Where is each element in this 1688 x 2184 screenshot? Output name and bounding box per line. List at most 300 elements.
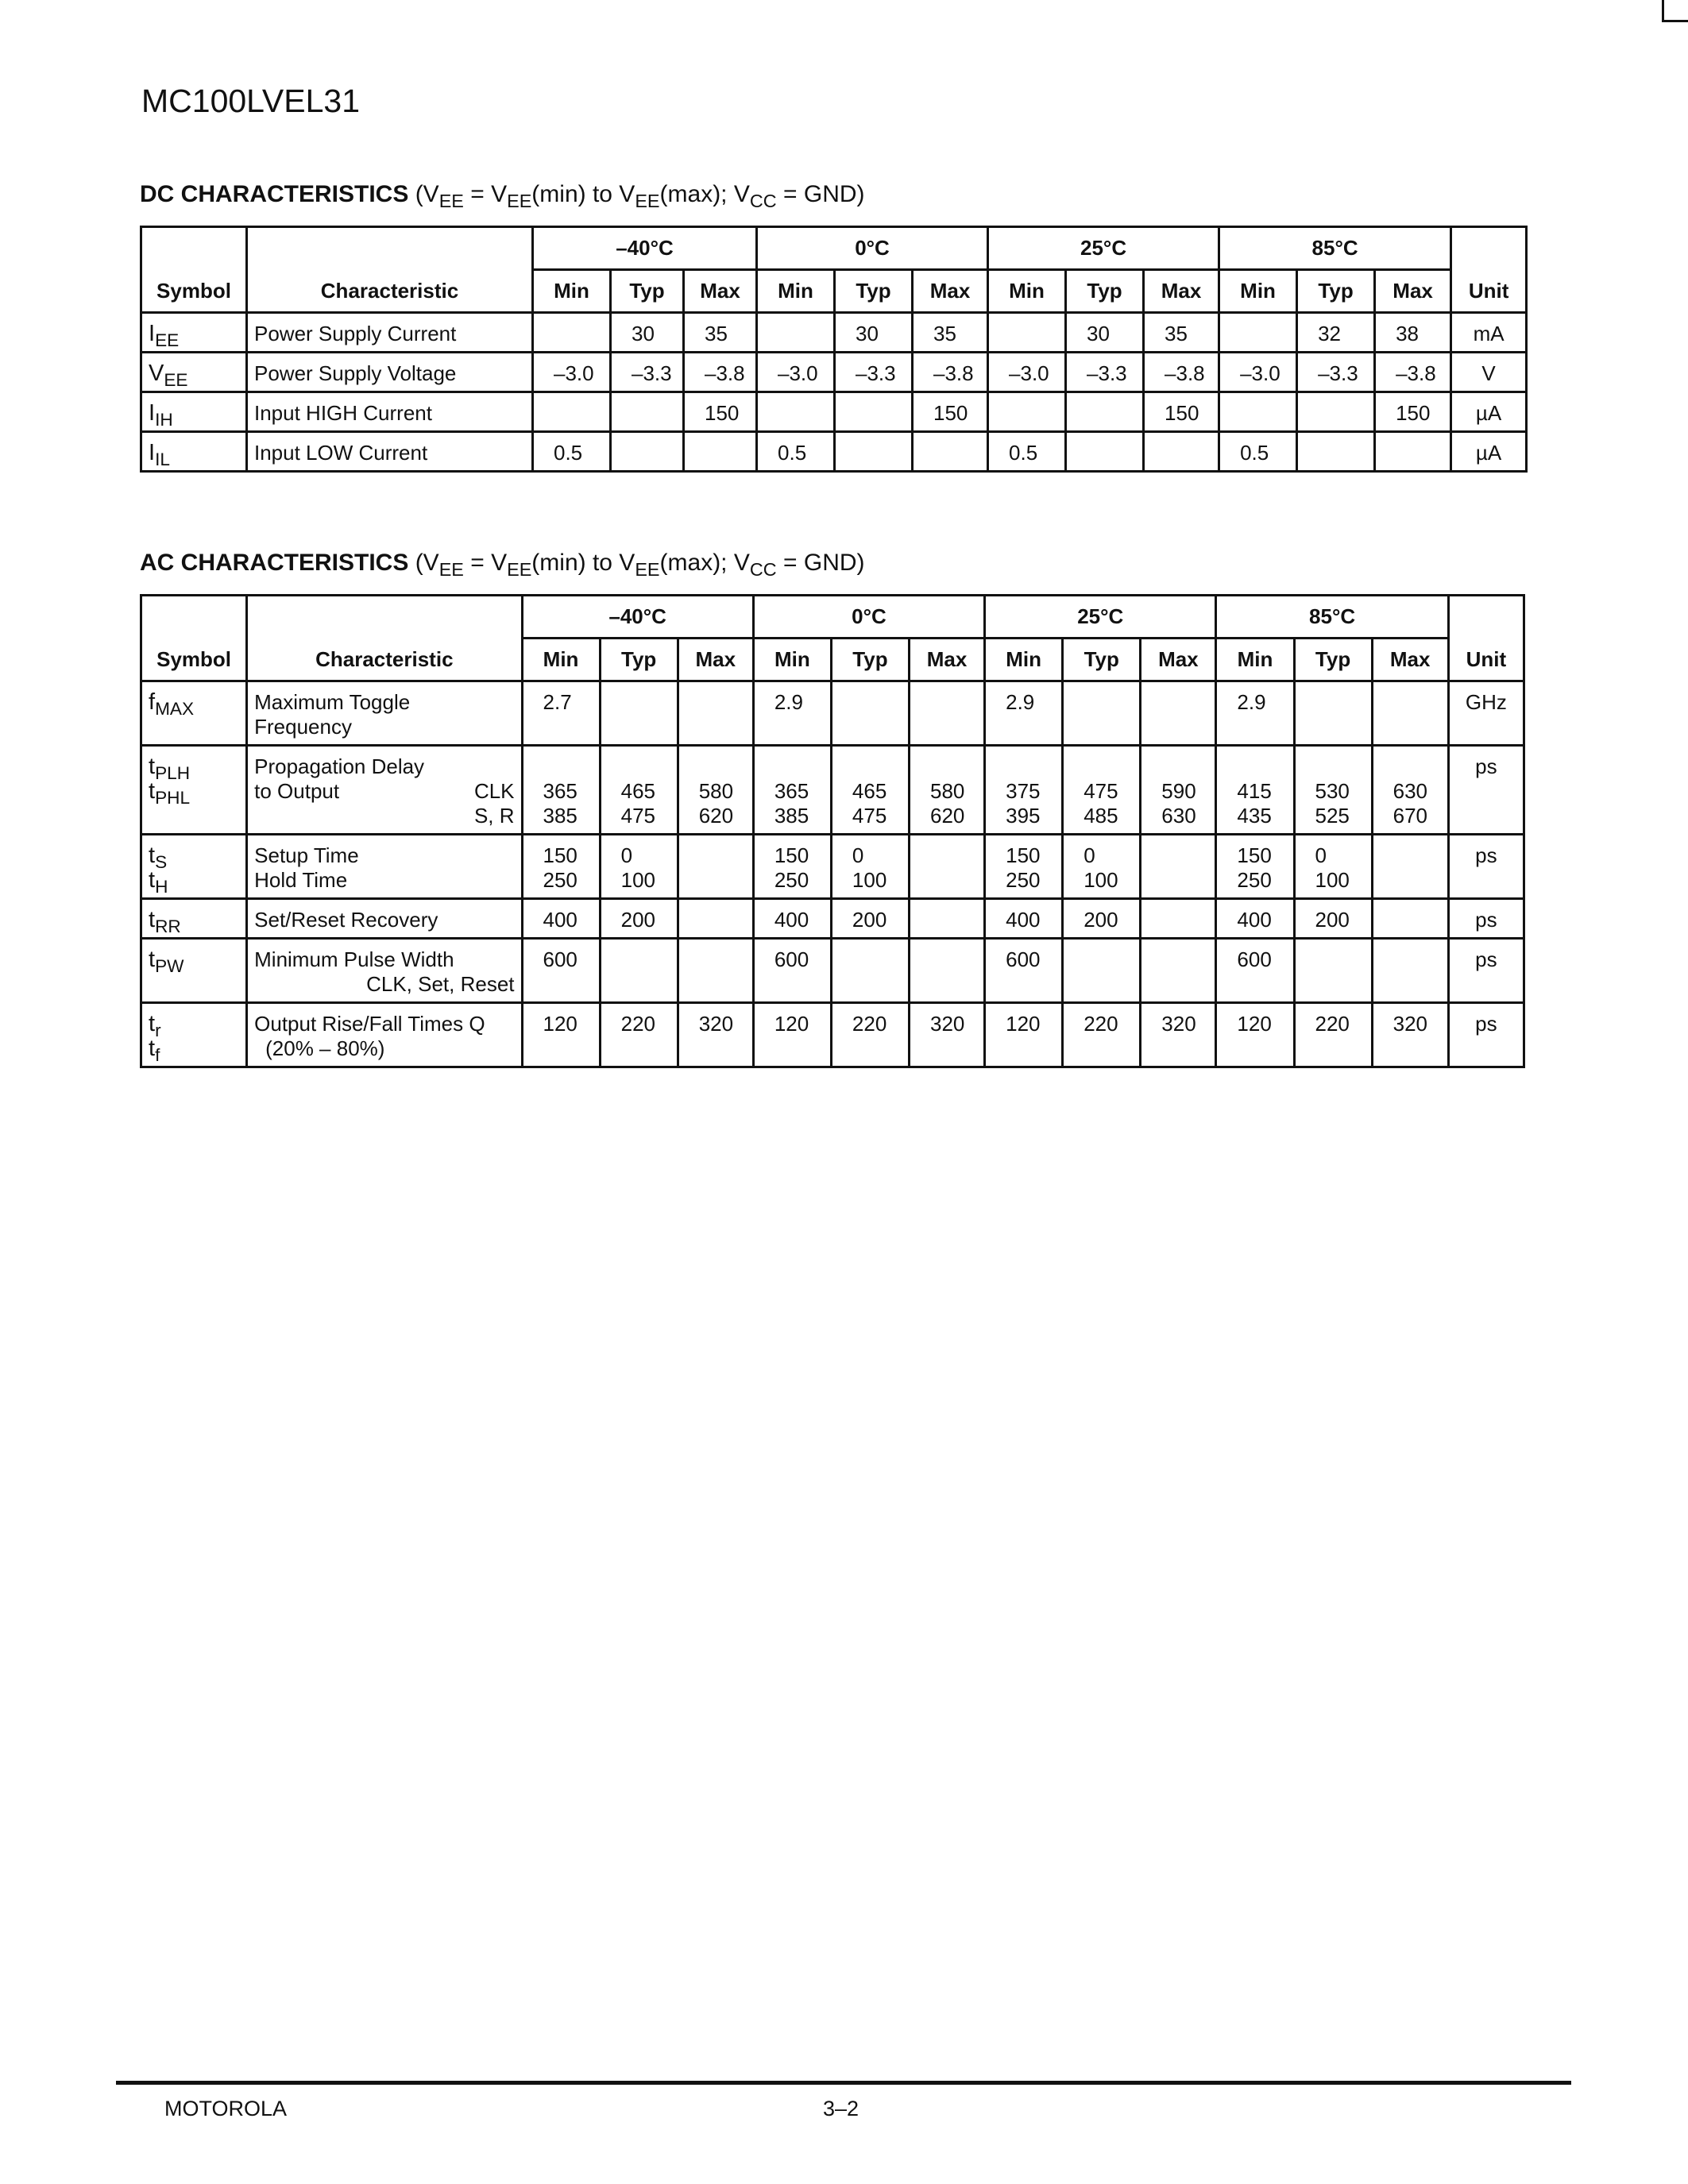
header-temp: 0°C [753,596,984,639]
value-line [930,908,977,932]
value-cell [1219,313,1297,353]
value-cell [1216,939,1294,1003]
ac-characteristics-table [140,594,1525,1068]
symbol-cell [141,746,247,835]
value-cell [1141,835,1216,899]
value-cell [985,1003,1063,1067]
value-cell [753,746,831,835]
value-line: 375 [1006,779,1041,803]
value-line: 2.9 [1006,690,1035,714]
value-line: 150 [1237,843,1272,867]
value-line [1315,947,1365,972]
value-line: 250 [1006,868,1041,892]
value-line [1161,690,1208,715]
value-cell [611,432,684,472]
header-temp: 25°C [988,227,1219,270]
value-cell [1216,746,1294,835]
header-characteristic: Characteristic [247,596,522,681]
header-sub: Max [1144,270,1219,313]
value-line: 0 [1083,843,1095,867]
symbol-letter: t [149,843,156,868]
unit-cell: ps [1448,746,1524,835]
symbol-line [149,1036,239,1065]
header-symbol: Symbol [141,596,247,681]
value-cell: –3.8 [1375,353,1451,392]
value-line [930,843,977,868]
value-cell [1372,899,1448,939]
value-line: 200 [1083,908,1118,932]
unit-cell: mA [1451,313,1527,353]
value-cell: –3.0 [757,353,835,392]
value-line: 100 [1083,868,1118,892]
unit-cell: ps [1448,835,1524,899]
value-cell: 150 [684,392,757,432]
characteristic-line: Minimum Pulse Width [254,947,454,971]
value-cell [913,432,988,472]
value-cell [1372,746,1448,835]
symbol-subscript: r [155,1020,161,1040]
value-cell [522,939,600,1003]
value-line [621,690,670,715]
characteristic-line: (20% – 80%) [265,1036,385,1060]
value-line [1315,690,1365,715]
value-line [699,690,746,715]
characteristic-cell: Input LOW Current [247,432,533,472]
value-cell [1372,681,1448,746]
value-line [699,754,746,779]
value-line [543,754,593,779]
value-line: 2.9 [774,690,803,714]
value-cell [985,835,1063,899]
value-cell [1066,432,1144,472]
value-line [699,947,746,972]
value-cell [1063,746,1141,835]
value-line [1393,690,1441,715]
header-characteristic: Characteristic [247,227,533,313]
value-cell: 30 [835,313,913,353]
characteristic-cell [247,1003,522,1067]
value-line: 400 [1237,908,1272,932]
header-sub: Max [1141,639,1216,681]
value-line: 320 [1161,1012,1196,1036]
symbol-letter: V [149,361,164,386]
value-cell [1141,1003,1216,1067]
value-line: 670 [1393,804,1427,828]
dc-characteristics-table [140,226,1528,473]
value-line: 250 [774,868,809,892]
value-line: 200 [620,908,655,932]
header-unit: Unit [1448,596,1524,681]
header-sub: Min [533,270,611,313]
value-line: 320 [930,1012,965,1036]
value-cell [1372,1003,1448,1067]
value-cell [831,939,909,1003]
symbol-letter: f [149,689,156,715]
header-temp: –40°C [533,227,757,270]
value-line: 385 [774,804,809,828]
symbol-subscript: IL [155,449,170,469]
symbol-subscript: EE [164,369,188,390]
value-line [621,947,670,972]
value-line: 620 [698,804,734,828]
symbol-subscript: EE [155,330,180,350]
characteristic-cell: Power Supply Current [247,313,533,353]
value-cell [1294,899,1372,939]
value-line: 580 [698,779,734,803]
value-line [699,908,746,932]
value-cell [1219,392,1297,432]
value-cell: –3.0 [988,353,1066,392]
characteristic-line: Set/Reset Recovery [254,908,438,932]
value-line: 120 [1006,1012,1041,1036]
table-row [141,432,1527,472]
value-cell: –3.3 [611,353,684,392]
value-cell [1066,392,1144,432]
characteristic-line: CLK [473,779,515,803]
value-cell [600,1003,678,1067]
value-cell [678,939,753,1003]
value-cell [1144,432,1219,472]
value-cell [600,681,678,746]
value-line: 475 [620,804,655,828]
value-line: 395 [1006,804,1041,828]
value-cell: 30 [1066,313,1144,353]
value-cell [910,835,985,899]
symbol-line [149,867,239,897]
symbol-cell [141,1003,247,1067]
value-cell: –3.8 [1144,353,1219,392]
symbol-line [149,689,239,719]
ac-section-title: AC CHARACTERISTICS ($V_{EE} = V_{EE}(\min)$ to $V_{EE}(\max)$; $V_{CC} = GND$) [140,550,865,581]
characteristic-line: to Output [254,779,340,803]
value-line [852,947,902,972]
value-cell [835,392,913,432]
symbol-letter: t [149,1011,156,1036]
characteristic-cell: Input HIGH Current [247,392,533,432]
value-line [1161,843,1208,868]
value-line: 465 [620,779,655,803]
value-cell [1063,899,1141,939]
header-sub: Min [1216,639,1294,681]
value-line: 365 [774,779,809,803]
value-cell [753,899,831,939]
value-cell [753,835,831,899]
value-line [930,754,977,779]
symbol-subscript: f [155,1044,160,1065]
value-line: 2.9 [1237,690,1266,714]
value-line [930,947,977,972]
value-cell [1141,939,1216,1003]
value-cell: 38 [1375,313,1451,353]
value-line: 600 [543,947,577,971]
symbol-subscript: MAX [155,698,195,719]
value-cell [1063,835,1141,899]
header-sub: Typ [1066,270,1144,313]
characteristic-line: Output Rise/Fall Times Q [254,1012,485,1036]
symbol-letter: t [149,907,156,932]
characteristic-cell [247,746,522,835]
value-line: 400 [1006,908,1041,932]
value-line: 630 [1161,804,1196,828]
value-line: 250 [543,868,577,892]
value-cell: –3.0 [533,353,611,392]
symbol-line [149,754,239,783]
value-cell [1297,432,1375,472]
value-cell [1141,746,1216,835]
value-line: 120 [543,1012,577,1036]
unit-cell: ps [1448,1003,1524,1067]
value-line [1083,754,1133,779]
value-line [1083,690,1133,715]
value-line: 475 [1083,779,1118,803]
value-cell [831,746,909,835]
value-cell: 0.5 [988,432,1066,472]
value-cell [910,899,985,939]
symbol-letter: t [149,754,156,779]
header-sub: Min [757,270,835,313]
table-row [141,353,1527,392]
value-cell: –3.3 [1066,353,1144,392]
value-line: 465 [852,779,887,803]
symbol-subscript: IH [155,409,173,430]
value-line: 150 [1006,843,1041,867]
value-cell: –3.3 [1297,353,1375,392]
footer-brand: MOTOROLA [164,2097,288,2120]
value-line [1393,947,1441,972]
header-sub: Max [1375,270,1451,313]
header-sub: Max [678,639,753,681]
value-cell [522,681,600,746]
symbol-line [149,1011,239,1040]
header-sub: Min [988,270,1066,313]
header-sub: Typ [1294,639,1372,681]
symbol-line [149,778,239,808]
value-cell [1294,835,1372,899]
value-line [1237,754,1286,779]
value-line: 365 [543,779,577,803]
value-cell [1294,746,1372,835]
value-cell [611,392,684,432]
value-line: 250 [1237,868,1272,892]
symbol-subscript: H [155,876,168,897]
value-cell [1063,939,1141,1003]
header-sub: Max [910,639,985,681]
characteristic-line: Setup Time [254,843,359,867]
header-unit: Unit [1451,227,1527,313]
header-temp: 0°C [757,227,988,270]
value-cell [1294,1003,1372,1067]
value-cell [678,835,753,899]
value-cell: –3.3 [835,353,913,392]
value-cell [757,313,835,353]
value-line [852,754,902,779]
value-cell [600,746,678,835]
unit-cell: ps [1448,899,1524,939]
value-cell [985,939,1063,1003]
unit-cell: µA [1451,432,1527,472]
value-cell [985,899,1063,939]
value-line [699,843,746,868]
value-cell: 0.5 [1219,432,1297,472]
value-cell: 30 [611,313,684,353]
characteristic-cell [247,939,522,1003]
table-row [141,392,1527,432]
value-line: 475 [852,804,887,828]
value-line: 220 [852,1012,887,1036]
header-sub: Min [522,639,600,681]
value-line [1161,754,1208,779]
unit-cell: µA [1451,392,1527,432]
value-line: 600 [774,947,809,971]
value-line: 590 [1161,779,1196,803]
header-sub: Typ [1063,639,1141,681]
value-cell [1216,835,1294,899]
value-cell: 150 [1375,392,1451,432]
header-temp: –40°C [522,596,753,639]
value-cell [835,432,913,472]
value-line: 320 [698,1012,734,1036]
value-cell [678,746,753,835]
value-line: 120 [1237,1012,1272,1036]
characteristic-cell [247,681,522,746]
header-temp: 25°C [985,596,1216,639]
value-line [1393,843,1441,868]
value-line: 200 [852,908,887,932]
value-line: 530 [1315,779,1350,803]
part-number: MC100LVEL31 [141,83,361,119]
symbol-cell [141,899,247,939]
value-cell [1216,899,1294,939]
value-line: 0 [1315,843,1327,867]
value-line: 0 [852,843,864,867]
header-temp: 85°C [1219,227,1451,270]
symbol-subscript: S [155,851,168,872]
footer-page-number: 3–2 [823,2097,859,2120]
ac-title: AC CHARACTERISTICS [140,550,409,576]
value-cell [522,1003,600,1067]
value-line [1006,754,1055,779]
value-cell [910,746,985,835]
header-sub: Max [1372,639,1448,681]
value-cell [910,939,985,1003]
symbol-letter: I [149,400,156,426]
header-temp: 85°C [1216,596,1448,639]
value-cell [1141,899,1216,939]
table-row [141,835,1524,899]
symbol-letter: I [149,321,156,346]
value-cell [1063,681,1141,746]
header-sub: Typ [600,639,678,681]
symbol-subscript: RR [155,916,181,936]
value-cell [600,899,678,939]
symbol-letter: t [149,867,156,893]
value-line [1393,754,1441,779]
value-line [930,690,977,715]
value-cell: 150 [1144,392,1219,432]
page-corner-mark [1662,0,1688,22]
value-cell [1297,392,1375,432]
dc-section-title: DC CHARACTERISTICS ($V_{EE} = V_{EE}(\min)$ to $V_{EE}(\max)$; $V_{CC} = GND$) [140,181,865,212]
value-cell: 35 [684,313,757,353]
value-cell [831,681,909,746]
value-cell [600,835,678,899]
symbol-letter: I [149,440,156,465]
footer-rule [116,2081,1571,2085]
value-line: 580 [930,779,965,803]
characteristic-cell [247,899,522,939]
value-cell [533,392,611,432]
characteristic-cell [247,835,522,899]
value-cell [988,392,1066,432]
value-line [1315,754,1365,779]
value-line: 220 [1315,1012,1350,1036]
characteristic-line: Hold Time [254,868,348,892]
value-cell [684,432,757,472]
table-row [141,1003,1524,1067]
value-cell [522,746,600,835]
value-cell [522,835,600,899]
value-cell [910,1003,985,1067]
value-cell [1372,939,1448,1003]
value-cell [831,835,909,899]
characteristic-line: S, R [473,804,515,828]
symbol-subscript: PHL [155,787,191,808]
value-line: 415 [1237,779,1272,803]
value-line: 600 [1237,947,1272,971]
header-sub: Min [753,639,831,681]
value-line: 400 [543,908,577,932]
characteristic-line [254,779,514,804]
header-sub: Min [1219,270,1297,313]
characteristic-line: Propagation Delay [254,754,425,778]
value-line: 150 [774,843,809,867]
unit-cell: ps [1448,939,1524,1003]
characteristic-line: Maximum Toggle [254,690,411,714]
value-line: 385 [543,804,577,828]
symbol-cell [141,353,247,392]
value-cell: 35 [913,313,988,353]
value-cell [753,939,831,1003]
value-cell [533,313,611,353]
table-row [141,746,1524,835]
value-cell: 0.5 [533,432,611,472]
value-cell: 35 [1144,313,1219,353]
symbol-subscript: PW [155,955,184,976]
value-line [1161,908,1208,932]
symbol-line [149,947,239,976]
value-line [1083,947,1133,972]
symbol-letter: t [149,1036,156,1061]
value-line [1161,947,1208,972]
unit-cell: V [1451,353,1527,392]
value-line [774,754,824,779]
value-cell [600,939,678,1003]
symbol-cell [141,392,247,432]
value-cell [753,681,831,746]
value-cell [1372,835,1448,899]
value-cell [1216,681,1294,746]
value-line: 0 [620,843,633,867]
value-cell [678,681,753,746]
value-cell [522,899,600,939]
header-sub: Max [913,270,988,313]
value-cell: –3.0 [1219,353,1297,392]
value-cell [988,313,1066,353]
dc-title: DC CHARACTERISTICS [140,181,409,207]
value-line: 630 [1393,779,1427,803]
value-line: 435 [1237,804,1272,828]
characteristic-line: Frequency [254,715,352,739]
